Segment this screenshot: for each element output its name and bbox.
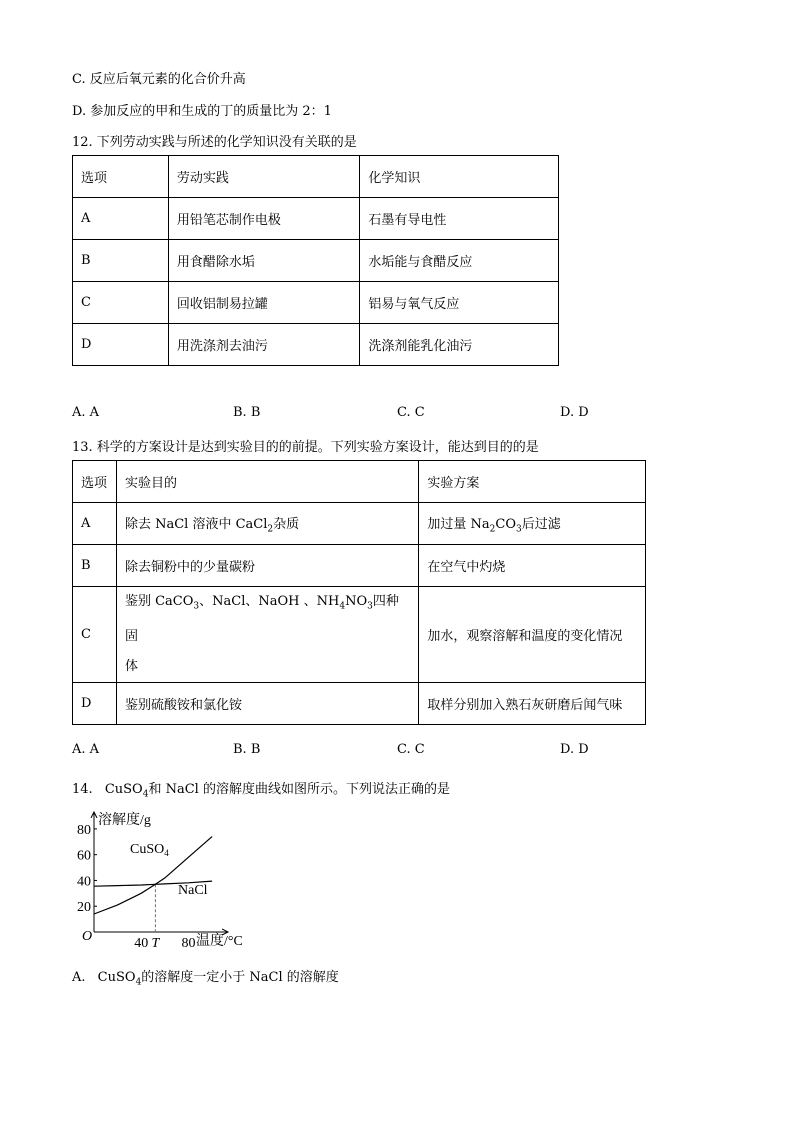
plan-cell: 在空气中灼烧 xyxy=(419,545,646,587)
option-cell: D xyxy=(73,682,117,724)
header-cell: 选项 xyxy=(73,461,117,503)
series-label-nacl: NaCl xyxy=(178,883,208,898)
header-cell: 化学知识 xyxy=(360,156,559,198)
subscript: 3 xyxy=(193,601,200,612)
formula-cuso4 xyxy=(104,782,149,800)
knowledge-cell: 洗涤剂能乳化油污 xyxy=(360,324,559,366)
text-run: CuSO xyxy=(97,970,136,985)
practice-cell: 用铅笔芯制作电极 xyxy=(168,198,360,240)
subscript: 4 xyxy=(135,977,142,988)
knowledge-cell: 水垢能与食醋反应 xyxy=(360,240,559,282)
q12-table xyxy=(72,155,559,366)
text-run: CO xyxy=(495,516,516,532)
q13-answer-options xyxy=(72,742,632,758)
text-run: 后过滤 xyxy=(521,516,561,532)
table-row xyxy=(73,282,559,324)
table-header-row xyxy=(73,461,646,503)
subscript: 2 xyxy=(489,524,496,535)
option-cell: D xyxy=(73,324,169,366)
x-axis-label: 温度/°C xyxy=(196,934,243,949)
option-cell: A xyxy=(73,503,117,545)
header-cell: 实验方案 xyxy=(419,461,646,503)
text-run: 杂质 xyxy=(273,516,300,532)
answer-option-d[interactable]: D. D xyxy=(560,405,589,420)
series-label-cuso4: CuSO$_4$ xyxy=(130,842,169,858)
practice-cell: 用食醋除水垢 xyxy=(168,240,360,282)
option-cell: C xyxy=(73,282,169,324)
subscript: 3 xyxy=(515,524,522,535)
answer-option-a[interactable]: A. A xyxy=(72,405,100,420)
q13-table xyxy=(72,460,646,725)
table-row xyxy=(73,545,646,587)
y-tick-label: 80 xyxy=(77,822,91,838)
table-row xyxy=(73,198,559,240)
option-label: A. xyxy=(72,970,86,985)
subscript: 4 xyxy=(339,601,346,612)
option-cell: A xyxy=(73,198,169,240)
text-run: CuSO xyxy=(104,782,143,797)
table-row xyxy=(73,240,559,282)
table-row xyxy=(73,682,646,724)
subscript: 4 xyxy=(142,789,149,800)
table-row xyxy=(73,324,559,366)
text-run: 加过量 Na xyxy=(427,516,490,532)
text-run: 除去 NaCl 溶液中 CaCl xyxy=(124,516,268,532)
table-row xyxy=(73,587,646,683)
header-cell: 劳动实践 xyxy=(168,156,360,198)
origin-label: O xyxy=(81,929,93,944)
table-row xyxy=(73,503,646,545)
answer-option-b[interactable]: B. B xyxy=(233,405,261,420)
series-label-subscript: 4 xyxy=(164,848,169,858)
q11-option-c: C. 反应后氧元素的化合价升高 xyxy=(72,72,246,87)
answer-option-d[interactable]: D. D xyxy=(560,742,589,757)
goal-cell: 除去铜粉中的少量碳粉 xyxy=(116,545,418,587)
q14-option-a xyxy=(72,966,339,988)
plan-cell xyxy=(419,503,646,545)
option-text: 的溶解度一定小于 NaCl 的溶解度 xyxy=(141,970,339,985)
chart-axes xyxy=(94,812,228,932)
subscript: 3 xyxy=(367,601,373,612)
option-cell: B xyxy=(73,545,117,587)
x-tick-label: 40 xyxy=(134,936,149,950)
option-cell: B xyxy=(73,240,169,282)
subscript: 2 xyxy=(267,524,274,535)
y-axis-label: 溶解度/g xyxy=(98,813,151,828)
x-tick-label: T xyxy=(151,936,160,950)
q11-option-d: D. 参加反应的甲和生成的丁的质量比为 2：1 xyxy=(72,104,332,119)
q13-stem: 13. 科学的方案设计是达到实验目的的前提。下列实验方案设计，能达到目的的是 xyxy=(72,440,539,455)
text-run: 、NaCl、NaOH 、NH xyxy=(199,594,340,609)
table-header-row xyxy=(73,156,559,198)
knowledge-cell: 铝易与氧气反应 xyxy=(360,282,559,324)
answer-option-c[interactable]: C. C xyxy=(397,405,425,420)
plan-cell: 取样分别加入熟石灰研磨后闻气味 xyxy=(419,682,646,724)
knowledge-cell: 石墨有导电性 xyxy=(360,198,559,240)
q14-stem xyxy=(72,778,450,800)
answer-option-a[interactable]: A. A xyxy=(72,742,100,757)
chart-labels xyxy=(77,811,243,950)
plan-cell: 加水，观察溶解和温度的变化情况 xyxy=(419,587,646,683)
text-run: 四种固 xyxy=(124,594,399,644)
y-tick-label: 20 xyxy=(77,900,91,916)
x-tick-label: 80 xyxy=(181,936,196,950)
q12-answer-options xyxy=(72,405,632,421)
stem-text: 和 NaCl 的溶解度曲线如图所示。下列说法正确的是 xyxy=(148,782,450,797)
answer-option-c[interactable]: C. C xyxy=(397,742,425,757)
y-tick-label: 60 xyxy=(77,848,91,864)
practice-cell: 用洗涤剂去油污 xyxy=(168,324,360,366)
q12-stem: 12. 下列劳动实践与所述的化学知识没有关联的是 xyxy=(72,135,357,150)
header-cell: 实验目的 xyxy=(116,461,418,503)
practice-cell: 回收铝制易拉罐 xyxy=(168,282,360,324)
text-run: NO xyxy=(345,594,368,609)
header-cell: 选项 xyxy=(73,156,169,198)
text-run: 鉴别 CaCO xyxy=(124,594,194,609)
formula-cuso4 xyxy=(97,970,142,988)
text-run: 体 xyxy=(124,658,138,674)
answer-option-b[interactable]: B. B xyxy=(233,742,261,757)
question-number: 14. xyxy=(72,782,93,797)
y-tick-label: 40 xyxy=(77,874,91,890)
solubility-chart xyxy=(70,808,260,950)
goal-cell xyxy=(116,503,418,545)
goal-cell xyxy=(116,587,418,683)
goal-cell: 鉴别硫酸铵和氯化铵 xyxy=(116,682,418,724)
option-cell: C xyxy=(73,587,117,683)
